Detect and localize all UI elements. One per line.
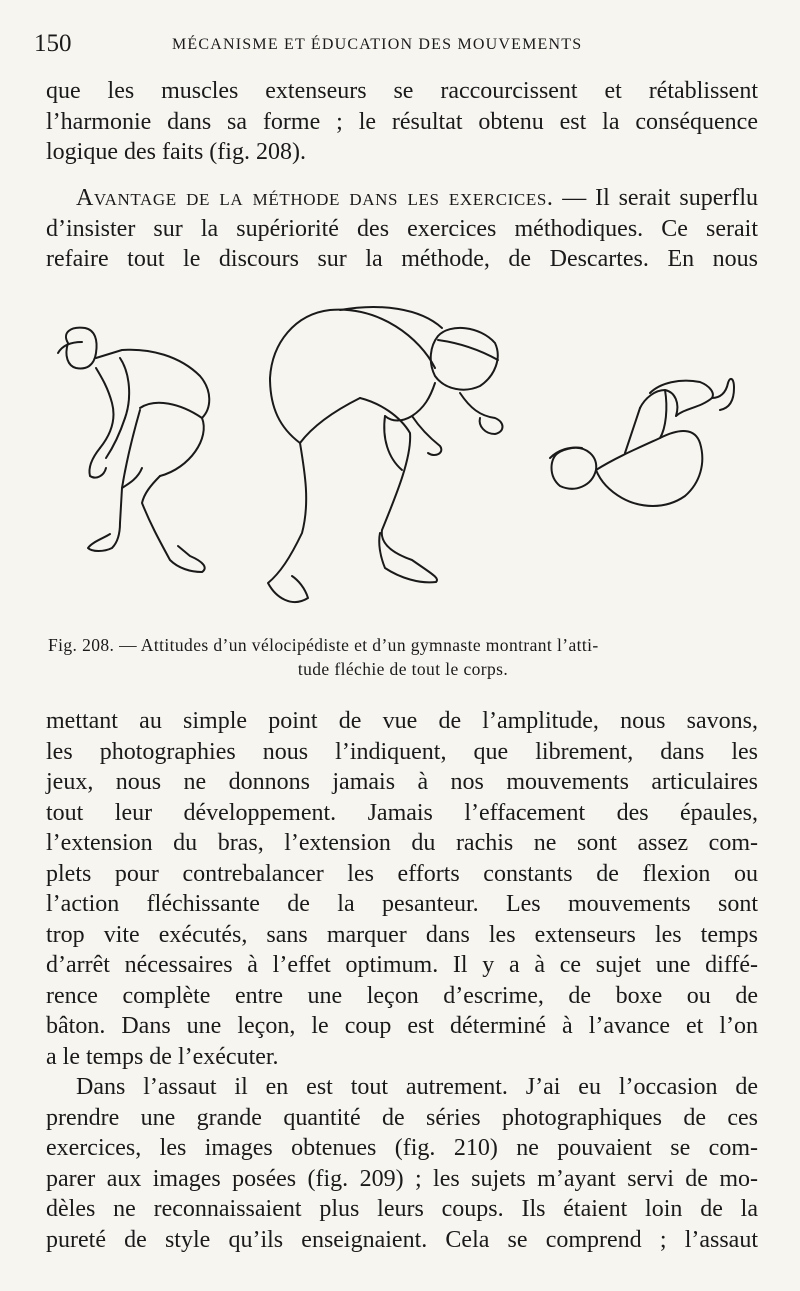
section-heading: Avantage de la méthode dans les exercices. [76,185,554,211]
text-line: Dans l’assaut il en est tout autrement. J’ai eu l’occasion de [76,1074,758,1100]
text-line: — Il serait superflu [562,185,759,211]
text-line: jeux, nous ne donnons jamais à nos mouvements articulaires [46,769,758,795]
text-line: rence complète entre une leçon d’escrime, de boxe ou de [46,982,758,1009]
text-line: les photographies nous l’indiquent, que librement, dans les [46,738,758,765]
running-title: MÉCANISME ET ÉDUCATION DES MOUVEMENTS [172,36,583,53]
figure-208-illustration [40,298,760,613]
page-header [34,30,764,60]
text-line: parer aux images posées (fig. 209) ; les sujets m’ayant servi de mo- [46,1165,758,1192]
text-line: bâton. Dans une leçon, le coup est déterminé à l’avance et l’on [46,1013,758,1039]
text-line: refaire tout le discours sur la méthode, de Descartes. En nous [46,246,758,272]
body-paragraph-2 [46,1072,758,1255]
text-line: prendre une grande quantité de séries photographiques de ces [46,1104,758,1131]
text-line: pureté de style qu’ils enseignaient. Cela se comprend ; l’assaut [46,1226,758,1253]
text-line: mettant au simple point de vue de l’amplitude, nous savons, [46,708,758,734]
body-paragraph [46,706,758,1072]
text-line: plets pour contrebalancer les efforts constants de flexion ou [46,860,758,887]
caption-line: Fig. 208. — Attitudes d’un vélocipédiste et d’un gymnaste montrant l’atti- [48,635,599,655]
text-line: l’action fléchissante de la pesanteur. Les mouvements sont [46,891,758,917]
text-line: trop vite exécutés, sans marquer dans les extenseurs les temps [46,921,758,948]
text-line: tout leur développement. Jamais l’effacement des épaules, [46,799,758,826]
text-line: d’insister sur la supériorité des exercices méthodiques. Ce serait [46,215,758,242]
text-line: d’arrêt nécessaires à l’effet optimum. Il y a à ce sujet une diffé- [46,952,758,978]
section-paragraph [46,183,758,275]
page-number: 150 [34,30,72,57]
text-line: dèles ne reconnaissaient plus leurs coups. Ils étaient loin de la [46,1196,758,1222]
figure-caption [48,633,758,681]
top-paragraph [46,76,758,168]
text-line: logique des faits (fig. 208). [46,139,306,165]
section-heading-line [46,183,758,214]
caption-line: tude fléchie de tout le corps. [297,659,509,679]
text-line: a le temps de l’exécuter. [46,1043,279,1070]
text-line: l’extension du bras, l’extension du rachis ne sont assez com- [46,830,758,856]
gymnast-figure [268,307,503,602]
text-line: l’harmonie dans sa forme ; le résultat obtenu est la conséquence [46,108,758,135]
rolled-gymnast-figure [550,379,734,506]
cyclist-figure [58,328,209,572]
text-line: exercices, les images obtenues (fig. 210) ne pouvaient se com- [46,1135,758,1161]
text-line: que les muscles extenseurs se raccourcissent et rétablissent [46,78,758,104]
